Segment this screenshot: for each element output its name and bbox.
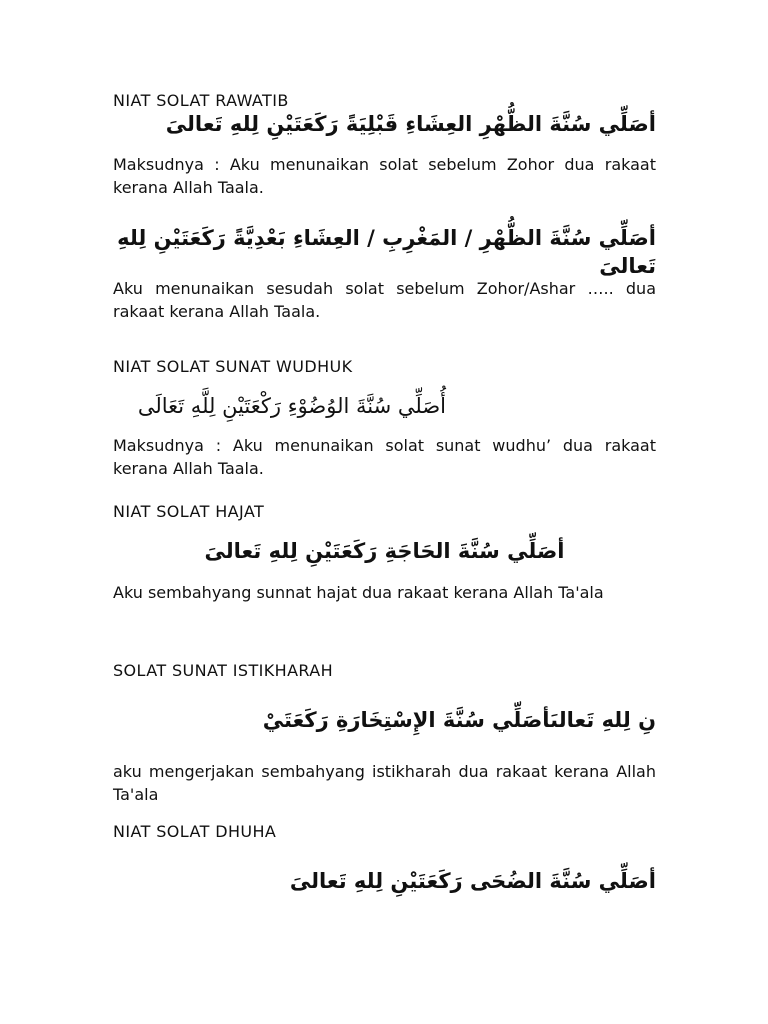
meaning-rawatib-badiyah: Aku menunaikan sesudah solat sebelum Zohor/Ashar ….. dua rakaat kerana Allah Taala. (113, 279, 656, 321)
heading-niat-solat-hajat: NIAT SOLAT HAJAT (113, 502, 265, 521)
document-page (113, 0, 656, 1024)
arabic-rawatib-badiyah: أصَلِّي سُنَّةَ الظُّهْرِ / المَغْرِبِ / العِشَاءِ بَعْدِيَّةً رَكَعَتَيْنِ لِلهِ تَعالىَ (117, 226, 656, 278)
heading-solat-sunat-istikharah: SOLAT SUNAT ISTIKHARAH (113, 661, 334, 680)
meaning-istikharah: aku mengerjakan sembahyang istikharah dua rakaat kerana Allah Ta'ala (113, 762, 656, 804)
arabic-rawatib-qabliyah: أصَلِّي سُنَّةَ الظُّهْرِ العِشَاءِ قَبْلِيَةً رَكَعَتَيْنِ لِلهِ تَعالىَ (165, 112, 656, 136)
arabic-wudhuk: أُصَلِّي سُنَّةَ الوُضُوْءِ رَكْعَتَيْنِ لِلَّهِ تَعَالَى (137, 394, 446, 418)
arabic-dhuha: أصَلِّي سُنَّةَ الضُحَى رَكَعَتَيْنِ لِلهِ تَعالىَ (289, 869, 656, 893)
meaning-rawatib-qabliyah: Maksudnya : Aku menunaikan solat sebelum Zohor dua rakaat kerana Allah Taala. (113, 155, 656, 197)
meaning-wudhuk: Maksudnya : Aku menunaikan solat sunat wudhu’ dua rakaat kerana Allah Taala. (113, 436, 656, 478)
arabic-istikharah: نِ لِلهِ تَعالىَأصَلِّي سُنَّةَ الإِسْتِخَارَةِ رَكَعَتَيْ (262, 708, 656, 732)
meaning-hajat: Aku sembahyang sunnat hajat dua rakaat kerana Allah Ta'ala (113, 583, 604, 602)
heading-niat-solat-sunat-wudhuk: NIAT SOLAT SUNAT WUDHUK (113, 357, 353, 376)
heading-niat-solat-rawatib: NIAT SOLAT RAWATIB (113, 91, 289, 110)
heading-niat-solat-dhuha: NIAT SOLAT DHUHA (113, 822, 277, 841)
arabic-hajat: أصَلِّي سُنَّةَ الحَاجَةِ رَكَعَتَيْنِ لِلهِ تَعالىَ (204, 539, 565, 563)
